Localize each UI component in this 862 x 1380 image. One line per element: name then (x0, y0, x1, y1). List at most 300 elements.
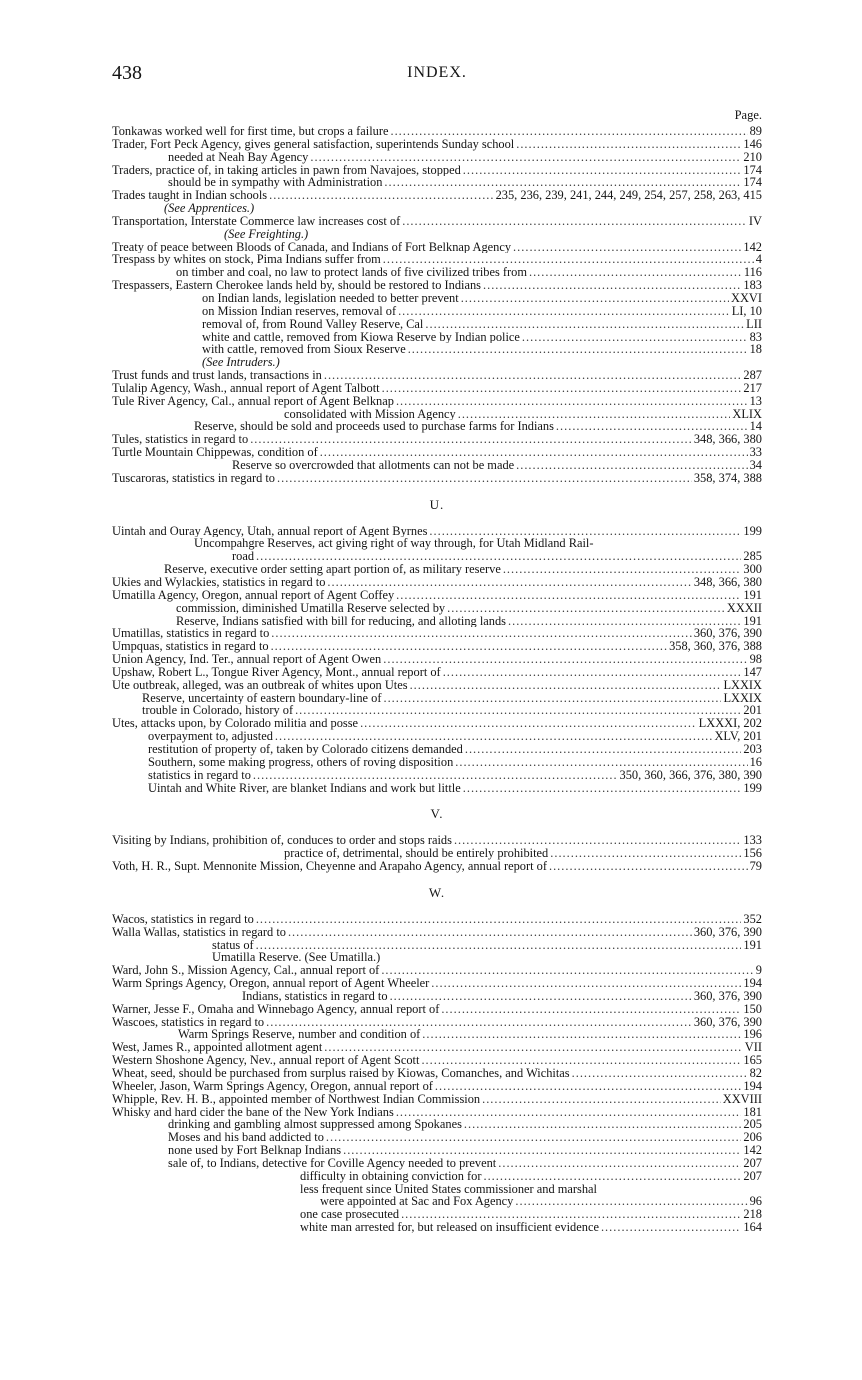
entry-text: Indians, statistics in regard to (242, 989, 388, 1003)
dot-leader (447, 602, 725, 615)
dot-leader (275, 730, 713, 743)
entry-page-ref: XLIX (732, 407, 762, 421)
dot-leader (396, 395, 748, 408)
dot-leader (513, 241, 741, 254)
entry-page-ref: 147 (743, 665, 762, 679)
entry-page-ref: VII (744, 1041, 762, 1055)
index-entry (112, 939, 762, 952)
entry-page-ref: 287 (743, 369, 762, 382)
entry-page-ref: 191 (743, 938, 762, 952)
index-entry (112, 1221, 762, 1234)
dot-leader (408, 343, 748, 356)
entry-text: difficulty in obtaining conviction for (300, 1169, 482, 1183)
entry-text: road (232, 550, 255, 564)
entry-text: Ukies and Wylackies, statistics in regard to (112, 576, 326, 589)
entry-page-ref: 203 (743, 742, 762, 756)
index-entry (112, 318, 762, 331)
dot-leader (431, 977, 741, 990)
dot-leader (324, 1041, 743, 1054)
entry-page-ref: 89 (749, 125, 762, 138)
dot-leader (483, 279, 741, 292)
entry-page-ref: 199 (743, 524, 762, 538)
index-list (112, 125, 762, 1234)
dot-leader (383, 253, 754, 266)
entry-text: Umatilla Reserve. (See Umatilla.) (212, 951, 381, 965)
index-entry (112, 125, 762, 138)
entry-page-ref: 150 (743, 1002, 762, 1016)
entry-page-ref: 217 (743, 381, 762, 395)
dot-leader (253, 769, 618, 782)
entry-page-ref: 207 (743, 1169, 762, 1183)
index-entry (112, 305, 762, 318)
entry-page-ref: XXVIII (722, 1092, 762, 1106)
entry-page-ref: 142 (743, 1144, 762, 1157)
dot-leader (402, 215, 747, 228)
entry-page-ref: 191 (743, 614, 762, 628)
entry-text: Western Shoshone Agency, Nev., annual report of Agent Scott (112, 1054, 420, 1067)
index-entry (112, 1195, 762, 1208)
entry-text: Wheat, seed, should be purchased from surplus raised by Kiowas, Comanches, and Wichitas (112, 1067, 570, 1080)
entry-text: Tulalip Agency, Wash., annual report of Agent Talbott (112, 381, 380, 395)
dot-leader (458, 408, 731, 421)
entry-text: trouble in Colorado, history of (142, 704, 294, 718)
entry-page-ref: LXXIX (723, 691, 762, 705)
entry-text: Umatilla Agency, Oregon, annual report of Agent Coffey (112, 588, 395, 602)
entry-page-ref: 82 (749, 1067, 762, 1080)
index-entry (112, 408, 762, 421)
dot-leader (326, 1131, 742, 1144)
entry-text: Union Agency, Ind. Ter., annual report of Agent Owen (112, 653, 382, 666)
entry-text: were appointed at Sac and Fox Agency (320, 1195, 514, 1209)
entry-page-ref: IV (748, 214, 762, 228)
entry-page-ref: 181 (743, 1105, 762, 1119)
index-entry (112, 782, 762, 795)
entry-page-ref: 191 (743, 588, 762, 602)
index-entry (112, 420, 762, 433)
dot-leader (256, 550, 741, 563)
entry-page-ref: 194 (743, 977, 762, 990)
entry-page-ref: 206 (743, 1131, 762, 1145)
entry-page-ref: 360, 376, 390 (693, 989, 762, 1003)
entry-page-ref: 348, 366, 380 (693, 433, 762, 447)
entry-page-ref: LXXXI, 202 (698, 717, 762, 731)
entry-text: Warm Springs Agency, Oregon, annual report of Agent Wheeler (112, 977, 430, 990)
entry-text: with cattle, removed from Sioux Reserve (202, 343, 406, 357)
dot-leader (360, 717, 697, 730)
index-entry (112, 1067, 762, 1080)
entry-text: Uncompahgre Reserves, act giving right of way through, for Utah Midland Rail- (194, 537, 594, 551)
entry-text: Walla Wallas, statistics in regard to (112, 925, 286, 939)
entry-page-ref: 352 (743, 912, 762, 926)
entry-page-ref: 146 (743, 137, 762, 151)
dot-leader (271, 640, 667, 653)
entry-page-ref: 358, 374, 388 (693, 471, 762, 485)
entry-text: Wacos, statistics in regard to (112, 912, 254, 926)
page-number: 438 (112, 62, 142, 84)
entry-text: Wascoes, statistics in regard to (112, 1015, 265, 1029)
entry-text: Reserve, uncertainty of eastern boundary-line of (142, 691, 382, 705)
entry-page-ref: 9 (755, 964, 762, 978)
index-entry (112, 472, 762, 485)
dot-leader (390, 125, 747, 138)
index-entry (112, 589, 762, 602)
index-entry (112, 215, 762, 228)
entry-text: on Mission Indian reserves, removal of (202, 304, 397, 318)
entry-text: (See Freighting.) (224, 227, 309, 241)
index-entry (112, 666, 762, 679)
dot-leader (516, 459, 747, 472)
index-entry (112, 1183, 762, 1196)
page-column-header: Page. (734, 108, 762, 122)
entry-text: Trespassers, Eastern Cherokee lands held by, should be restored to Indians (112, 279, 482, 292)
entry-text: Treaty of peace between Bloods of Canada, and Indians of Fort Belknap Agency (112, 240, 512, 254)
dot-leader (522, 331, 748, 344)
entry-page-ref: 360, 376, 390 (693, 627, 762, 641)
index-entry (112, 1118, 762, 1131)
entry-page-ref: LI, 10 (731, 304, 762, 318)
index-entry (112, 292, 762, 305)
index-entry (112, 990, 762, 1003)
entry-page-ref: 18 (749, 343, 762, 357)
entry-text: Warm Springs Reserve, number and condition of (178, 1028, 421, 1042)
index-entry (112, 704, 762, 717)
entry-text: (See Apprentices.) (164, 202, 255, 215)
entry-page-ref: 285 (743, 550, 762, 564)
entry-page-ref: 201 (743, 704, 762, 718)
dot-leader (256, 939, 742, 952)
entry-text: Transportation, Interstate Commerce law increases cost of (112, 214, 401, 228)
entry-page-ref: 183 (743, 279, 762, 292)
index-entry (112, 241, 762, 254)
dot-leader (549, 860, 748, 873)
entry-text: Whipple, Rev. H. B., appointed member of Northwest Indian Commission (112, 1092, 481, 1106)
dot-leader (401, 1208, 741, 1221)
index-entry (112, 1054, 762, 1067)
dot-leader (327, 576, 691, 589)
entry-page-ref: 174 (743, 176, 762, 190)
entry-text: restitution of property of, taken by Colorado citizens demanded (148, 742, 463, 756)
section-letter: U. (429, 496, 445, 512)
dot-leader (425, 318, 744, 331)
entry-page-ref: 16 (749, 755, 762, 769)
entry-page-ref: 207 (743, 1156, 762, 1170)
index-entry (112, 1003, 762, 1016)
entry-text: on Indian lands, legislation needed to better prevent (202, 291, 459, 305)
index-entry (112, 576, 762, 589)
index-entry (112, 860, 762, 873)
entry-text: Moses and his band addicted to (168, 1131, 324, 1145)
index-entry (112, 926, 762, 939)
entry-page-ref: 360, 376, 390 (693, 1015, 762, 1029)
entry-text: should be in sympathy with Administration (168, 176, 383, 190)
entry-text: Trades taught in Indian schools (112, 189, 268, 203)
index-entry (112, 138, 762, 151)
entry-text: none used by Fort Belknap Indians (168, 1144, 342, 1157)
entry-page-ref: 358, 360, 376, 388 (669, 640, 762, 654)
dot-leader (498, 1157, 741, 1170)
index-entry (112, 640, 762, 653)
entry-text: drinking and gambling almost suppressed among Spokanes (168, 1118, 462, 1132)
dot-leader (455, 756, 747, 769)
index-entry (112, 1041, 762, 1054)
dot-leader (483, 1170, 741, 1183)
index-entry (112, 1208, 762, 1221)
entry-page-ref: XXVI (731, 291, 762, 305)
entry-text: Turtle Mountain Chippewas, condition of (112, 446, 318, 459)
index-entry (112, 266, 762, 279)
dot-leader (572, 1067, 748, 1080)
dot-leader (295, 704, 741, 717)
dot-leader (381, 964, 753, 977)
entry-text: sale of, to Indians, detective for Coville Agency needed to prevent (168, 1156, 497, 1170)
dot-leader (250, 433, 692, 446)
index-entry (112, 228, 762, 241)
entry-text: Upshaw, Robert L., Tongue River Agency, Mont., annual report of (112, 665, 441, 679)
entry-page-ref: XXXII (726, 601, 762, 615)
section-letter: W. (428, 884, 446, 900)
index-entry (112, 382, 762, 395)
entry-text: less frequent since United States commissioner and marshal (300, 1182, 597, 1196)
dot-leader (435, 1080, 741, 1093)
dot-leader (463, 782, 742, 795)
entry-text: commission, diminished Umatilla Reserve selected by (176, 601, 446, 615)
page-header (112, 62, 762, 88)
entry-text: Reserve, Indians satisfied with bill for reducing, and alloting lands (176, 614, 506, 628)
dot-leader (503, 563, 742, 576)
entry-text: consolidated with Mission Agency (284, 407, 456, 421)
entry-text: status of (212, 938, 254, 952)
dot-leader (516, 138, 741, 151)
index-entry (112, 253, 762, 266)
index-entry (112, 1016, 762, 1029)
entry-text: Wheeler, Jason, Warm Springs Agency, Oregon, annual report of (112, 1079, 433, 1093)
entry-page-ref: 116 (743, 266, 762, 280)
entry-page-ref: 165 (743, 1054, 762, 1067)
index-entry (112, 847, 762, 860)
entry-text: Trust funds and trust lands, transactions in (112, 369, 322, 382)
dot-leader (382, 382, 742, 395)
index-entry (112, 176, 762, 189)
dot-leader (256, 913, 742, 926)
entry-text: white man arrested for, but released on insufficient evidence (300, 1221, 599, 1234)
index-entry (112, 834, 762, 847)
entry-text: on timber and coal, no law to protect lands of five civilized tribes from (176, 266, 527, 280)
dot-leader (384, 176, 741, 189)
dot-leader (390, 990, 692, 1003)
dot-leader (463, 164, 742, 177)
index-entry (112, 743, 762, 756)
entry-page-ref: 33 (749, 446, 762, 459)
entry-text: practice of, detrimental, should be entirely prohibited (284, 847, 549, 861)
entry-page-ref: 194 (743, 1079, 762, 1093)
index-entry (112, 202, 762, 215)
entry-text: overpayment to, adjusted (148, 730, 273, 743)
entry-page-ref: 348, 366, 380 (693, 576, 762, 589)
index-entry (112, 525, 762, 538)
entry-text: Tonkawas worked well for first time, but crops a failure (112, 125, 389, 138)
entry-page-ref: 14 (749, 420, 762, 434)
index-entry (112, 1170, 762, 1183)
index-entry (112, 1131, 762, 1144)
index-entry (112, 189, 762, 202)
dot-leader (508, 615, 741, 628)
index-entry (112, 951, 762, 964)
entry-page-ref: 360, 376, 390 (693, 925, 762, 939)
entry-text: Umpquas, statistics in regard to (112, 640, 269, 654)
index-entry (112, 913, 762, 926)
dot-leader (343, 1144, 741, 1157)
entry-page-ref: 174 (743, 163, 762, 177)
dot-leader (310, 151, 741, 164)
dot-leader (383, 692, 721, 705)
index-entry (112, 977, 762, 990)
index-entry (112, 151, 762, 164)
dot-leader (550, 847, 741, 860)
index-entry (112, 1144, 762, 1157)
dot-leader (324, 369, 742, 382)
entry-page-ref: 235, 236, 239, 241, 244, 249, 254, 257, 258, 263, 415 (495, 189, 762, 203)
page-title: INDEX. (407, 64, 467, 81)
entry-text: Tules, statistics in regard to (112, 433, 249, 447)
index-entry (112, 627, 762, 640)
index-entry (112, 395, 762, 408)
index-entry (112, 446, 762, 459)
entry-text: Visiting by Indians, prohibition of, conduces to order and stops raids (112, 834, 452, 848)
dot-leader (396, 589, 741, 602)
dot-leader (277, 472, 692, 485)
index-entry (112, 1080, 762, 1093)
index-entry (112, 1106, 762, 1119)
index-entry (112, 369, 762, 382)
entry-page-ref: 79 (749, 860, 762, 873)
index-entry (112, 1157, 762, 1170)
entry-text: Whisky and hard cider the bane of the New York Indians (112, 1105, 394, 1119)
entry-text: Traders, practice of, in taking articles in pawn from Navajoes, stopped (112, 163, 461, 177)
entry-page-ref: 205 (743, 1118, 762, 1132)
dot-leader (515, 1195, 747, 1208)
dot-leader (601, 1221, 741, 1234)
entry-text: Reserve, executive order setting apart portion of, as military reserve (164, 563, 501, 576)
dot-leader (398, 305, 730, 318)
dot-leader (410, 679, 722, 692)
index-entry (112, 563, 762, 576)
index-entry (112, 550, 762, 563)
entry-page-ref: 4 (755, 253, 762, 267)
dot-leader (271, 627, 692, 640)
index-entry (112, 769, 762, 782)
dot-leader (529, 266, 742, 279)
index-entry (112, 537, 762, 550)
entry-text: (See Intruders.) (202, 356, 280, 370)
entry-page-ref: 350, 360, 366, 376, 380, 390 (619, 768, 762, 782)
index-entry (112, 164, 762, 177)
index-entry (112, 459, 762, 472)
entry-page-ref: 218 (743, 1208, 762, 1222)
entry-text: Uintah and White River, are blanket Indians and work but little (148, 781, 461, 795)
dot-leader (482, 1093, 721, 1106)
index-entry (112, 964, 762, 977)
dot-leader (464, 1118, 742, 1131)
entry-text: Reserve, should be sold and proceeds used to purchase farms for Indians (194, 420, 554, 434)
dot-leader (429, 525, 741, 538)
index-entry (112, 717, 762, 730)
entry-page-ref: XLV, 201 (714, 730, 762, 743)
index-entry (112, 1028, 762, 1041)
entry-text: Trader, Fort Peck Agency, gives general satisfaction, superintends Sunday school (112, 137, 515, 151)
index-entry (112, 433, 762, 446)
entry-page-ref: 156 (743, 847, 762, 861)
entry-text: Umatillas, statistics in regard to (112, 627, 270, 641)
entry-page-ref: 196 (743, 1028, 762, 1042)
entry-text: Ward, John S., Mission Agency, Cal., annual report of (112, 964, 380, 978)
dot-leader (454, 834, 741, 847)
entry-text: Trespass by whites on stock, Pima Indians suffer from (112, 253, 381, 267)
entry-text: one case prosecuted (300, 1208, 400, 1222)
entry-text: Tule River Agency, Cal., annual report of Agent Belknap (112, 394, 394, 408)
dot-leader (556, 420, 748, 433)
entry-page-ref: 83 (749, 330, 762, 344)
index-entry (112, 615, 762, 628)
dot-leader (421, 1054, 741, 1067)
entry-page-ref: 34 (749, 458, 762, 472)
entry-text: statistics in regard to (148, 768, 251, 782)
entry-page-ref: 199 (743, 781, 762, 795)
index-entry (112, 279, 762, 292)
index-entry (112, 602, 762, 615)
entry-text: Southern, some making progress, others of roving disposition (148, 755, 454, 769)
dot-leader (441, 1003, 741, 1016)
index-entry (112, 331, 762, 344)
entry-page-ref: 96 (749, 1195, 762, 1209)
index-entry (112, 679, 762, 692)
entry-text: Utes, attacks upon, by Colorado militia and posse (112, 717, 359, 731)
entry-text: removal of, from Round Valley Reserve, Cal (202, 317, 424, 331)
entry-page-ref: 133 (743, 834, 762, 848)
index-entry (112, 653, 762, 666)
index-entry (112, 356, 762, 369)
entry-text: Reserve so overcrowded that allotments can not be made (232, 458, 515, 472)
index-entry (112, 1093, 762, 1106)
index-entry (112, 730, 762, 743)
entry-text: Ute outbreak, alleged, was an outbreak of whites upon Utes (112, 678, 408, 692)
dot-leader (396, 1106, 742, 1119)
entry-text: Voth, H. R., Supt. Mennonite Mission, Cheyenne and Arapaho Agency, annual report of (112, 860, 547, 873)
entry-text: Warner, Jesse F., Omaha and Winnebago Agency, annual report of (112, 1002, 440, 1016)
entry-text: Tuscaroras, statistics in regard to (112, 471, 276, 485)
entry-page-ref: 98 (749, 653, 762, 666)
entry-page-ref: 210 (743, 150, 762, 164)
entry-page-ref: 164 (743, 1221, 762, 1234)
entry-page-ref: LII (746, 317, 762, 331)
entry-page-ref: LXXIX (723, 678, 762, 692)
index-entry (112, 756, 762, 769)
index-entry (112, 692, 762, 705)
section-letter: V. (430, 806, 444, 822)
dot-leader (465, 743, 742, 756)
entry-page-ref: 13 (749, 394, 762, 408)
entry-text: needed at Neah Bay Agency (168, 150, 309, 164)
entry-text: West, James R., appointed allotment agent (112, 1041, 323, 1055)
dot-leader (288, 926, 692, 939)
dot-leader (269, 189, 493, 202)
dot-leader (383, 653, 747, 666)
entry-text: Uintah and Ouray Agency, Utah, annual report of Agent Byrnes (112, 524, 428, 538)
index-entry (112, 343, 762, 356)
dot-leader (443, 666, 742, 679)
dot-leader (266, 1016, 692, 1029)
dot-leader (320, 446, 748, 459)
entry-page-ref: 300 (743, 563, 762, 576)
